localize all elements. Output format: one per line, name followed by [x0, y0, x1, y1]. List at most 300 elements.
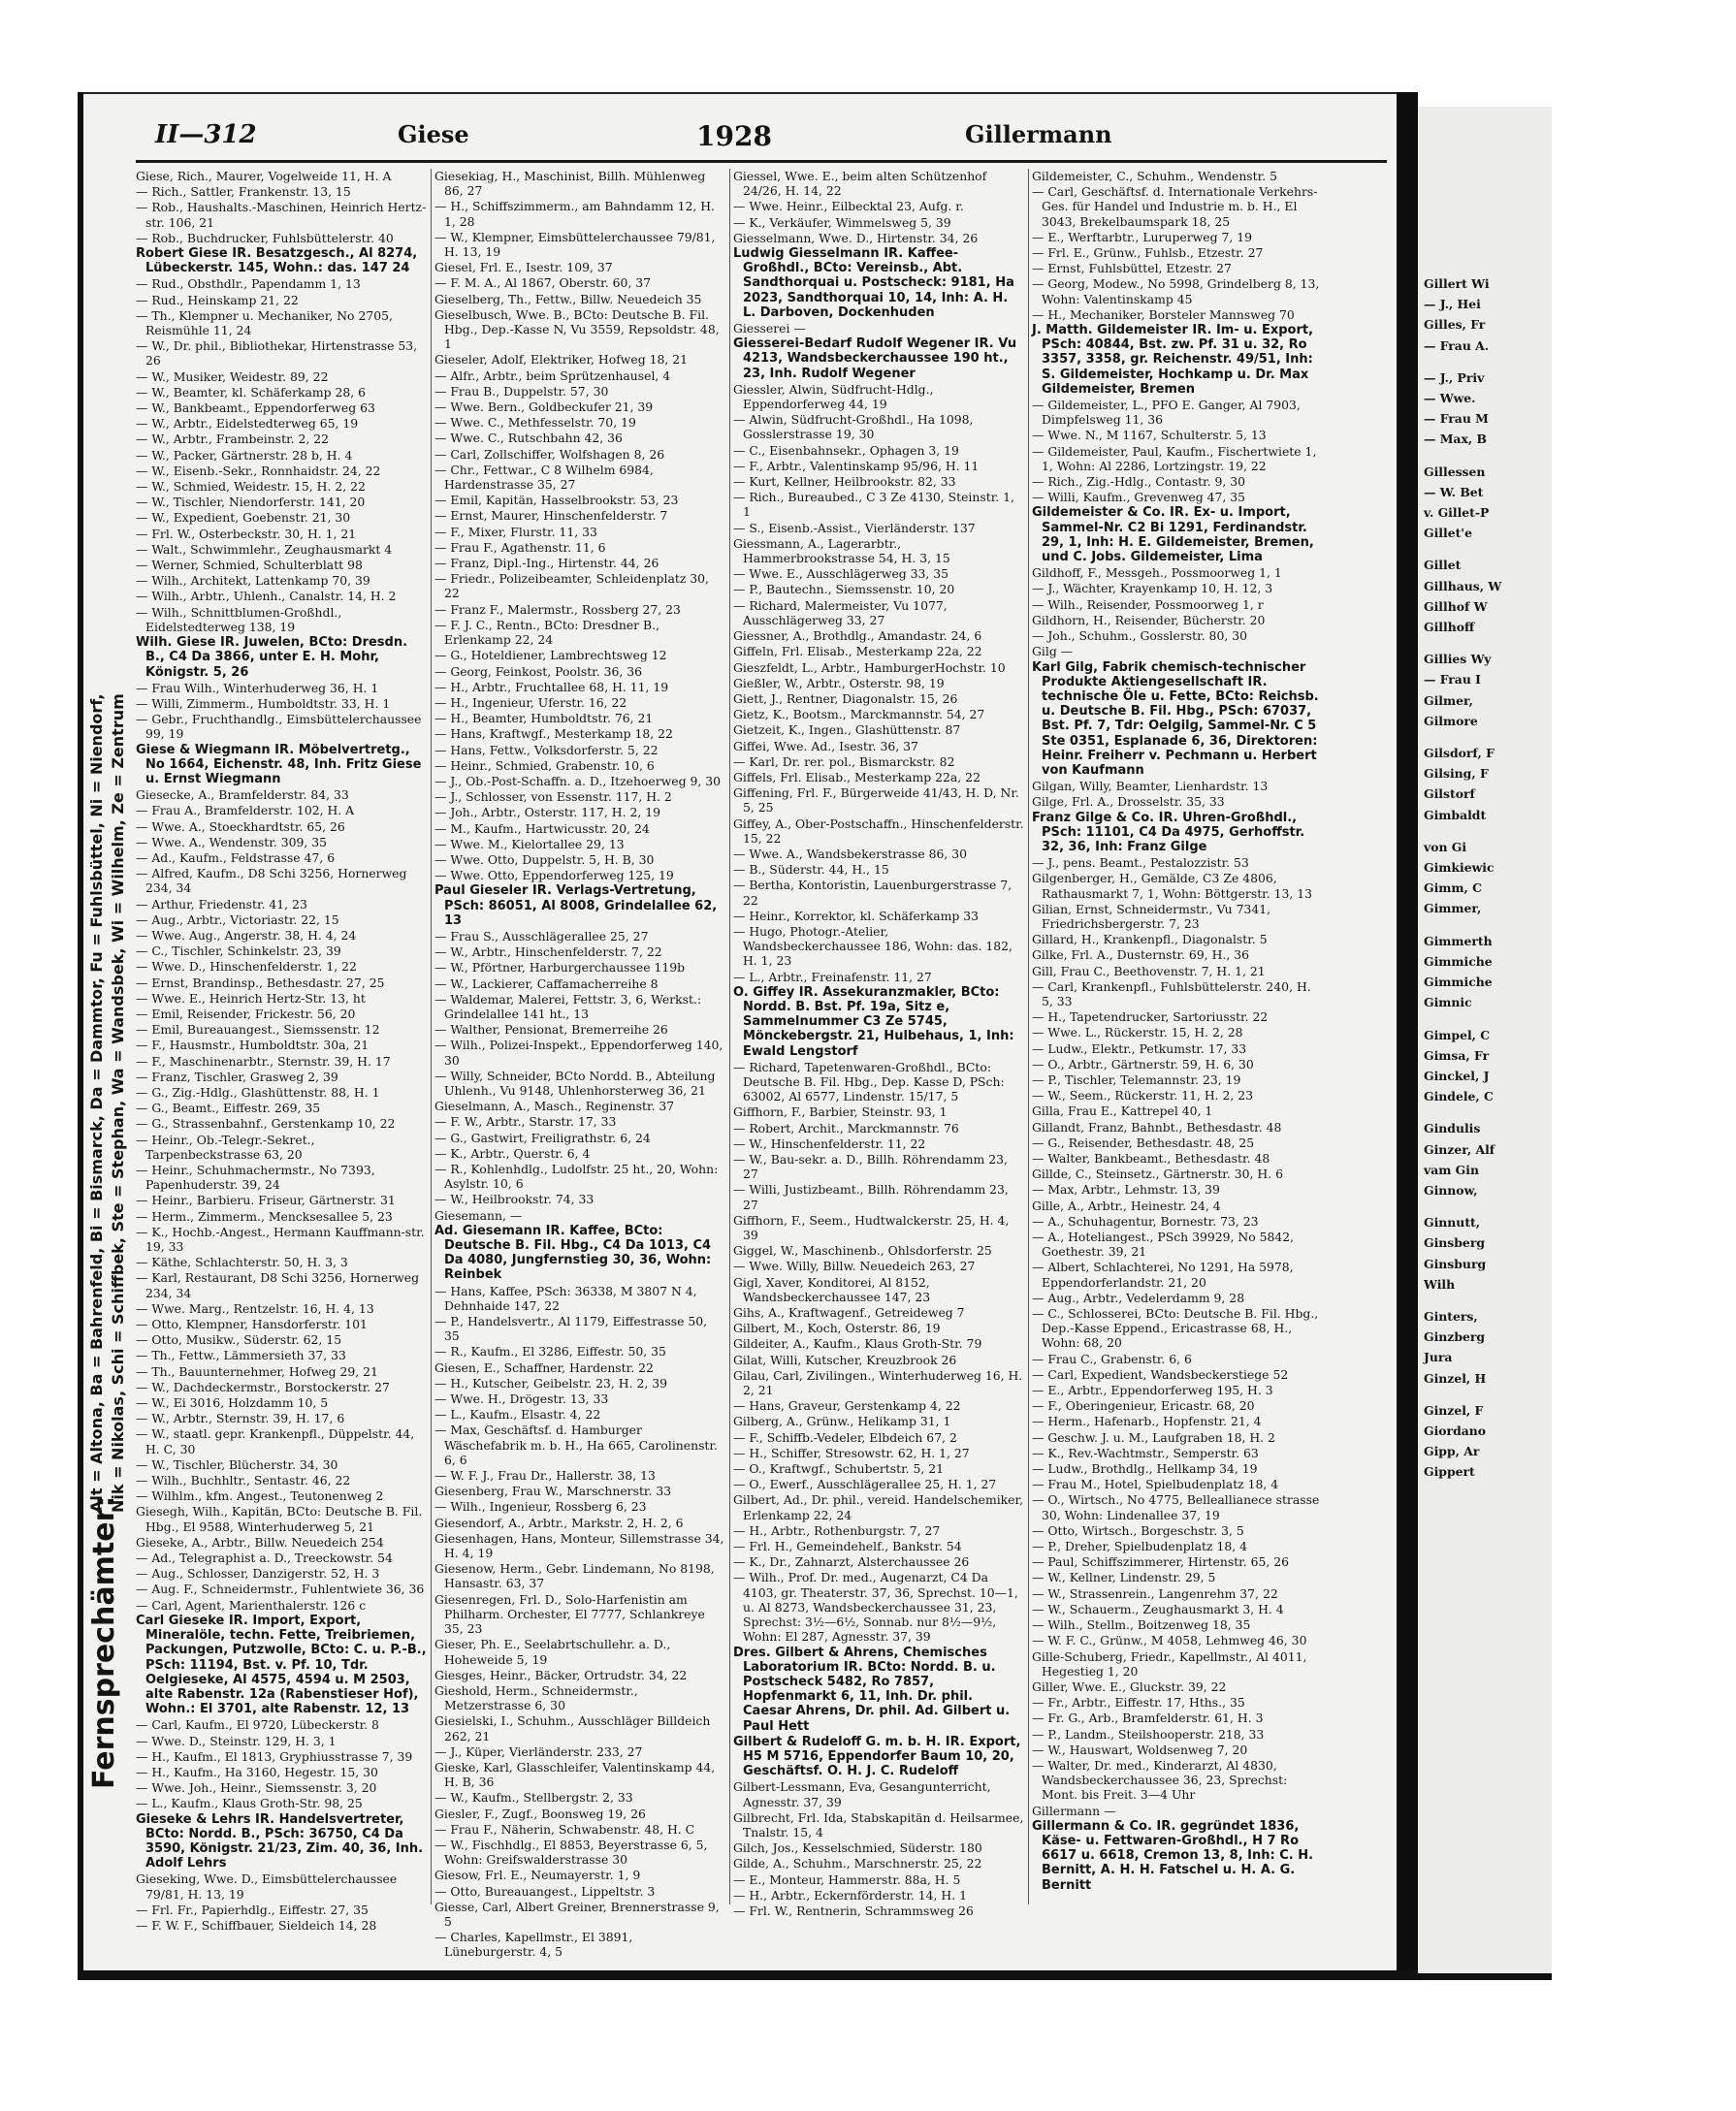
directory-entry: — M., Kaufm., Hartwicusstr. 20, 24 [434, 820, 650, 836]
directory-entry: — Ludw., Elektr., Petkumstr. 17, 33 [1032, 1040, 1247, 1056]
adjacent-page-entry: — Frau M [1424, 411, 1489, 427]
directory-entry: — Wwe. Joh., Heinr., Siemssenstr. 3, 20 [136, 1780, 377, 1796]
adjacent-page-entry: Gindele, C [1424, 1089, 1494, 1104]
directory-entry: — Carl, Geschäftsf. d. Internationale Verkehrs-Ges. für Handel und Industrie m. b. H., El 3043, Brekelbaumspark 18, 25 [1032, 184, 1318, 229]
directory-entry: Gietzeit, K., Ingen., Glashüttenstr. 87 [733, 722, 961, 738]
adjacent-page-entry: Gimmer, [1424, 901, 1482, 916]
directory-entry: — Th., Bauunternehmer, Hofweg 29, 21 [136, 1363, 378, 1379]
directory-entry: — Wwe. Bern., Goldbeckufer 21, 39 [434, 400, 654, 415]
directory-entry: — P., Bautechn., Siemssenstr. 10, 20 [733, 582, 955, 597]
directory-entry: Gilke, Frl. A., Dusternstr. 69, H., 36 [1032, 947, 1249, 963]
directory-entry: — W., Klempner, Eimsbüttelerchaussee 79/81, H. 13, 19 [434, 229, 716, 260]
directory-entry: Gieser, Ph. E., Seelabrtschullehr. a. D., Hoheweide 5, 19 [434, 1637, 671, 1667]
directory-entry: — J., pens. Beamt., Pestalozzistr. 53 [1032, 855, 1249, 871]
directory-entry: — F., Hausmstr., Humboldtstr. 30a, 21 [136, 1038, 370, 1053]
directory-entry: — W., Pförtner, Harburgerchaussee 119b [434, 960, 686, 976]
directory-entry: — G., Strassenbahnf., Gerstenkamp 10, 22 [136, 1116, 396, 1132]
directory-entry: Giese & Wiegmann IR. Möbelvertretg., No 1664, Eichenstr. 48, Inh. Fritz Giese u. Ernst Wiegmann [136, 742, 422, 786]
directory-entry: — H., Mechaniker, Borsteler Mannsweg 70 [1032, 306, 1295, 322]
directory-entry: — Wwe. C., Methfesselstr. 70, 19 [434, 415, 636, 431]
adjacent-page-entry: — J., Hei [1424, 297, 1481, 312]
directory-entry: — L., Kaufm., Elsastr. 4, 22 [434, 1407, 601, 1423]
directory-entry: Giesenregen, Frl. D., Solo-Harfenistin am Philharm. Orchester, El 7777, Schlankreye 35, 23 [434, 1591, 705, 1637]
adjacent-page-column [1418, 276, 1552, 1497]
adjacent-page-entry: Ginnow, [1424, 1182, 1478, 1198]
adjacent-page-entry: Gippert [1424, 1464, 1475, 1480]
directory-entry: — F. W. F., Schiffbauer, Sieldeich 14, 28 [136, 1917, 377, 1933]
directory-entry: — Otto, Musikw., Süderstr. 62, 15 [136, 1332, 342, 1348]
directory-entry: — Herm., Hafenarb., Hopfenstr. 21, 4 [1032, 1414, 1262, 1429]
directory-entry: — Frau Wilh., Winterhuderweg 36, H. 1 [136, 680, 379, 695]
directory-entry: Giesekiag, H., Maschinist, Billh. Mühlenweg 86, 27 [434, 169, 706, 199]
directory-entry: Gieszfeldt, L., Arbtr., HamburgerHochstr. 10 [733, 659, 1006, 675]
adjacent-page-entry: Gindulis [1424, 1121, 1481, 1136]
adjacent-page-entry: Gilmore [1424, 713, 1478, 728]
directory-entry: — Max, Arbtr., Lehmstr. 13, 39 [1032, 1182, 1220, 1198]
directory-entry: — Wwe. Willy, Billw. Neuedeich 263, 27 [733, 1259, 976, 1274]
directory-entry: — H., Schiffszimmerm., am Bahndamm 12, H. 1, 28 [434, 199, 715, 229]
directory-entry: — Arthur, Friedenstr. 41, 23 [136, 896, 307, 912]
directory-entry: Gilian, Ernst, Schneidermstr., Vu 7341, Friedrichsbergerstr. 7, 23 [1032, 901, 1271, 931]
directory-entry: — K., Rev.-Wachtmstr., Semperstr. 63 [1032, 1445, 1259, 1460]
directory-entry: Dres. Gilbert & Ahrens, Chemisches Laboratorium IR. BCto: Nordd. B. u. Postscheck 5482, Ro 7857, Hopfenmarkt 6, 11, Inh. Dr. phil. Caesar Ahrens, Dr. phil. Ad. Gilbert u. Paul Hett [733, 1645, 1011, 1734]
directory-column-4 [1032, 169, 1323, 1904]
adjacent-page-entry: Gimnic [1424, 995, 1472, 1010]
exchange-legend-label: Fernsprechämter: [87, 1495, 121, 1789]
adjacent-page-entry: Ginsberg [1424, 1235, 1486, 1251]
directory-entry: — Gebr., Fruchthandlg., Eimsbüttelerchaussee 99, 19 [136, 712, 422, 742]
directory-entry: — Wilh., Arbtr., Uhlenh., Canalstr. 14, H. 2 [136, 589, 397, 604]
directory-entry: Franz Gilge & Co. IR. Uhren-Großhdl., PSch: 11101, C4 Da 4975, Gerhoffstr. 32, 36, Inh: Franz Gilge [1032, 810, 1305, 854]
directory-entry: — Carl, Kaufm., El 9720, Lübeckerstr. 8 [136, 1717, 379, 1733]
directory-entry: — W., Dr. phil., Bibliothekar, Hirtenstrasse 53, 26 [136, 338, 418, 368]
directory-entry: — W., Dachdeckermstr., Borstockerstr. 27 [136, 1379, 390, 1394]
directory-entry: Gilbert, Ad., Dr. phil., vereid. Handelschemiker, Erlenkamp 22, 24 [733, 1492, 1024, 1522]
directory-entry: — Chr., Fettwar., C 8 Wilhelm 6984, Hardenstrasse 35, 27 [434, 462, 654, 493]
adjacent-page-entry: Gillessen [1424, 464, 1486, 479]
directory-entry: — Karl, Dr. rer. pol., Bismarckstr. 82 [733, 753, 955, 769]
adjacent-page-entry: Gimmerth [1424, 933, 1493, 948]
directory-entry: — Max, Geschäftsf. d. Hamburger Wäschefabrik m. b. H., Ha 665, Carolinenstr. 6, 6 [434, 1423, 718, 1467]
directory-entry: — Aug., Arbtr., Victoriastr. 22, 15 [136, 912, 339, 927]
directory-entry: — Herm., Zimmerm., Mencksesallee 5, 23 [136, 1208, 393, 1224]
directory-entry: Giesielski, I., Schuhm., Ausschläger Billdeich 262, 21 [434, 1713, 711, 1743]
directory-entry: — Alfr., Arbtr., beim Sprützenhausel, 4 [434, 368, 671, 383]
adjacent-page-entry: Gillhoff [1424, 620, 1475, 635]
directory-entry: Gilberg, A., Grünw., Helikamp 31, 1 [733, 1414, 951, 1429]
directory-entry: — W., Hinschenfelderstr. 11, 22 [733, 1135, 926, 1151]
directory-entry: Giffening, Frl. F., Bürgerweide 41/43, H. D, Nr. 5, 25 [733, 785, 1019, 816]
adjacent-page-entry: Ginzer, Alf [1424, 1141, 1495, 1157]
directory-entry: Giesecke, A., Bramfelderstr. 84, 33 [136, 787, 349, 803]
directory-entry: — W., Tischler, Niendorferstr. 141, 20 [136, 495, 366, 510]
directory-entry: — Wwe. C., Rutschbahn 42, 36 [434, 431, 623, 446]
directory-entry: — Wwe. D., Steinstr. 129, H. 3, 1 [136, 1733, 337, 1748]
directory-entry: — Ad., Kaufm., Feldstrasse 47, 6 [136, 849, 336, 865]
directory-entry: — W., Lackierer, Caffamacherreihe 8 [434, 976, 659, 991]
directory-column-3 [733, 169, 1024, 1918]
directory-entry: — H., Schiffer, Stresowstr. 62, H. 1, 27 [733, 1445, 970, 1460]
directory-entry: Gillermann & Co. IR. gegründet 1836, Käse- u. Fettwaren-Großhdl., H 7 Ro 6617 u. 6618, Cremon 13, 8, Inh: C. H. Bernitt, A. H. H. Fatschel u. H. A. G. Bernitt [1032, 1818, 1314, 1893]
book-gutter [1397, 92, 1418, 1978]
directory-entry: Wilh. Giese IR. Juwelen, BCto: Dresdn. B., C4 Da 3866, unter E. H. Mohr, Königstr. 5, 26 [136, 635, 408, 680]
directory-entry: Gilch, Jos., Kesselschmied, Süderstr. 180 [733, 1840, 982, 1856]
directory-entry: — H., Arbtr., Rothenburgstr. 7, 27 [733, 1522, 941, 1538]
directory-entry: — Alwin, Südfrucht-Großhdl., Ha 1098, Gosslerstrasse 19, 30 [733, 412, 974, 442]
adjacent-page-entry: Jura [1424, 1350, 1453, 1365]
directory-entry: — Carl, Krankenpfl., Fuhlsbüttelerstr. 240, H. 5, 33 [1032, 978, 1311, 1008]
directory-entry: — W., Ei 3016, Holzdamm 10, 5 [136, 1395, 329, 1411]
directory-entry: — H., Arbtr., Fruchtallee 68, H. 11, 19 [434, 679, 669, 694]
directory-entry: — Rich., Sattler, Frankenstr. 13, 15 [136, 184, 351, 200]
directory-entry: — G., Beamt., Eiffestr. 269, 35 [136, 1101, 321, 1116]
directory-entry: — Emil, Bureauangest., Siemssenstr. 12 [136, 1022, 380, 1038]
directory-entry: Giesen, E., Schaffner, Hardenstr. 22 [434, 1359, 654, 1375]
adjacent-page-entry: Gimsa, Fr [1424, 1047, 1490, 1063]
directory-entry: — F. J. C., Rentn., BCto: Dresdner B., Erlenkamp 22, 24 [434, 617, 660, 648]
directory-entry: — Frau S., Ausschlägerallee 25, 27 [434, 928, 649, 944]
adjacent-page-entry: Ginnutt, [1424, 1215, 1481, 1231]
adjacent-page-entry: Gillert Wi [1424, 276, 1490, 291]
directory-entry: Giesow, Frl. E., Neumayerstr. 1, 9 [434, 1868, 641, 1883]
directory-entry: — H., Kaufm., El 1813, Gryphiusstrasse 7, 39 [136, 1748, 413, 1764]
directory-entry: Giesel, Frl. E., Isestr. 109, 37 [434, 260, 613, 275]
directory-entry: — Willi, Kaufm., Grevenweg 47, 35 [1032, 490, 1246, 505]
directory-entry: — Carl, Agent, Marienthalerstr. 126 c [136, 1597, 367, 1613]
directory-entry: — C., Schlosserei, BCto: Deutsche B. Fil. Hbg., Dep.-Kasse Eppend., Ericastrasse 68, H., Wohn: 68, 20 [1032, 1306, 1319, 1351]
directory-entry: Robert Giese IR. Besatzgesch., Al 8274, Lübeckerstr. 145, Wohn.: das. 147 24 [136, 246, 418, 276]
directory-entry: — Walter, Bankbeamt., Bethesdastr. 48 [1032, 1151, 1270, 1166]
directory-entry: — C., Tischler, Schinkelstr. 23, 39 [136, 944, 341, 959]
adjacent-page-entry: Gimbaldt [1424, 807, 1487, 822]
directory-entry: Karl Gilg, Fabrik chemisch-technischer Produkte Aktiengesellschaft IR. technische Öle u. Fette, BCto: Reichsb. u. Deutsche B. Fil. Hbg., PSch: 67037, Bst. Pf. 7, Tdr: Oelgilg, Sammel-Nr. C 5 Ste 0351, Esplanade 6, 36, Direktoren: Heinr. Freiherr v. Pechmann u. Herbert von Kaufmann [1032, 659, 1319, 778]
directory-entry: — Rud., Heinskamp 21, 22 [136, 292, 299, 307]
directory-entry: — Joh., Arbtr., Osterstr. 117, H. 2, 19 [434, 805, 660, 820]
directory-entry: Giesserei — [733, 321, 806, 336]
directory-entry: — Wilh., Architekt, Lattenkamp 70, 39 [136, 573, 370, 589]
adjacent-page-entry: Gilmer, [1424, 692, 1473, 708]
directory-entry: Ludwig Giesselmann IR. Kaffee-Großhdl., BCto: Vereinsb., Abt. Sandthorquai u. Postscheck: 9181, Ha 2023, Sandthorquai 10, 14, Inh: A. H. L. Darboven, Dockenhuden [733, 246, 1014, 320]
directory-entry: — Otto, Bureauangest., Lippeltstr. 3 [434, 1883, 656, 1899]
directory-entry: — W., Hauswart, Woldsenweg 7, 20 [1032, 1742, 1248, 1757]
directory-entry: Gilgenberger, H., Gemälde, C3 Ze 4806, Rathausmarkt 7, 1, Wohn: Böttgerstr. 13, 13 [1032, 871, 1313, 901]
directory-entry: — H., Kaufm., Ha 3160, Hegestr. 15, 30 [136, 1764, 378, 1779]
directory-entry: — Wilh., Prof. Dr. med., Augenarzt, C4 Da 4103, gr. Theaterstr. 37, 36, Sprechst. 10—1, u. Al 8273, Wandsbeckerchaussee 31, 23, Sprechst: 3½—6½, Sonnab. nur 8½—9½, Wohn: El 287, Agnesstr. 37, 39 [733, 1570, 1018, 1645]
directory-entry: — Wwe. A., Wandsbekerstrasse 86, 30 [733, 846, 968, 861]
directory-entry: — Wwe. D., Hinschenfelderstr. 1, 22 [136, 959, 357, 975]
directory-entry: Gildemeister & Co. IR. Ex- u. Import, Sammel-Nr. C2 Bi 1291, Ferdinandstr. 29, 1, Inh: H. E. Gildemeister, Bremen, und C. Jobs. Gildemeister, Lima [1032, 505, 1314, 565]
directory-entry: Gilat, Willi, Kutscher, Kreuzbrook 26 [733, 1352, 957, 1367]
directory-entry: Giffeln, Frl. Elisab., Mesterkamp 22a, 22 [733, 644, 982, 659]
directory-entry: — Rich., Zig.-Hdlg., Contastr. 9, 30 [1032, 474, 1246, 490]
directory-entry: — C., Eisenbahnsekr., Ophagen 3, 19 [733, 442, 959, 458]
directory-entry: — Aug., Schlosser, Danzigerstr. 52, H. 3 [136, 1566, 380, 1582]
adjacent-page-entry: von Gi [1424, 839, 1467, 854]
directory-entry: — Hans, Fettw., Volksdorferstr. 5, 22 [434, 742, 659, 757]
directory-entry: — E., Arbtr., Eppendorferweg 195, H. 3 [1032, 1383, 1273, 1398]
directory-entry: Gildeiter, A., Kaufm., Klaus Groth-Str. 79 [733, 1336, 982, 1352]
directory-entry: — Frl. H., Gemeindehelf., Bankstr. 54 [733, 1539, 962, 1554]
directory-entry: — F. M. A., Al 1867, Oberstr. 60, 37 [434, 275, 651, 291]
directory-entry: Gillermann — [1032, 1803, 1116, 1818]
directory-entry: — W., Kaufm., Stellbergstr. 2, 33 [434, 1790, 633, 1806]
directory-entry: Gildhorn, H., Reisender, Bücherstr. 20 [1032, 612, 1266, 627]
directory-entry: Gieseke, A., Arbtr., Billw. Neuedeich 254 [136, 1534, 384, 1550]
adjacent-page-entry: Gimm, C [1424, 880, 1482, 896]
column-divider [1028, 169, 1029, 1904]
adjacent-page-entry: Gimmiche [1424, 975, 1493, 990]
directory-entry: Gieseking, Wwe. D., Eimsbüttelerchaussee 79/81, H. 13, 19 [136, 1871, 398, 1902]
directory-entry: — Paul, Schiffszimmerer, Hirtenstr. 65, 26 [1032, 1554, 1290, 1570]
directory-entry: — Frau A., Bramfelderstr. 102, H. A [136, 803, 355, 818]
adjacent-page [1418, 107, 1552, 1973]
first-entry-heading: Giese [398, 120, 469, 148]
directory-entry: — Wwe. N., M 1167, Schulterstr. 5, 13 [1032, 428, 1267, 443]
directory-entry: — Wwe. Otto, Duppelstr. 5, H. B, 30 [434, 851, 655, 867]
exchange-legend-line-2: Nik = Nikolas, Schi = Schiffbek, Ste = Stephan, Wa = Wandsbek, Wi = Wilhelm, Ze = Zentrum [109, 693, 127, 1513]
directory-entry: — W., Expedient, Goebenstr. 21, 30 [136, 510, 351, 526]
year-heading: 1928 [696, 120, 772, 152]
directory-entry: — Hugo, Photogr.-Atelier, Wandsbeckerchaussee 186, Wohn: das. 182, H. 1, 23 [733, 923, 1013, 969]
directory-entry: — J., Ob.-Post-Schaffn. a. D., Itzehoerweg 9, 30 [434, 773, 721, 788]
directory-entry: Giffhorn, F., Barbier, Steinstr. 93, 1 [733, 1104, 948, 1120]
directory-entry: — W., Musiker, Weidestr. 89, 22 [136, 368, 329, 384]
directory-entry: — H., Kutscher, Geibelstr. 23, H. 2, 39 [434, 1375, 667, 1391]
directory-entry: — G., Hoteldiener, Lambrechtsweg 12 [434, 648, 667, 663]
directory-entry: Giesemann, — [434, 1207, 523, 1223]
directory-entry: — W. F. J., Frau Dr., Hallerstr. 38, 13 [434, 1468, 656, 1484]
directory-entry: Giffels, Frl. Elisab., Mesterkamp 22a, 22 [733, 769, 981, 784]
directory-entry: — Wwe. L., Rückerstr. 15, H. 2, 28 [1032, 1025, 1243, 1040]
directory-entry: — Hans, Kaffee, PSch: 36338, M 3807 N 4, Dehnhaide 147, 22 [434, 1283, 697, 1313]
directory-entry: — Willi, Zimmerm., Humboldtstr. 33, H. 1 [136, 695, 391, 711]
directory-entry: Gieseler, Adolf, Elektriker, Hofweg 18, 21 [434, 352, 689, 368]
directory-entry: — R., Kohlenhdlg., Ludolfstr. 25 ht., 20, Wohn: Asylstr. 10, 6 [434, 1162, 719, 1192]
directory-entry: — Otto, Klempner, Hansdorferstr. 101 [136, 1317, 368, 1332]
directory-entry: — F., Mixer, Flurstr. 11, 33 [434, 524, 597, 539]
directory-entry: — Friedr., Polizeibeamter, Schleidenplatz 30, 22 [434, 571, 709, 601]
directory-entry: Carl Gieseke IR. Import, Export, Mineralöle, techn. Fette, Treibriemen, Packungen, Putzwolle, BCto: C. u. P.-B., PSch: 11194, Bst. v. Pf. 10, Tdr. Oelgieseke, Al 4575, 4594 u. M 2503, alte Rabenstr. 12a (Rabenstieser Hof), Wohn.: El 3701, alte Rabenstr. 12, 13 [136, 1613, 427, 1717]
directory-entry: Giesserei-Bedarf Rudolf Wegener IR. Vu 4213, Wandsbeckerchaussee 190 ht., 23, Inh. Rudolf Wegener [733, 336, 1017, 381]
directory-entry: — P., Handelsvertr., Al 1179, Eiffestrasse 50, 35 [434, 1314, 708, 1344]
directory-entry: — Wwe. Aug., Angerstr. 38, H. 4, 24 [136, 927, 357, 943]
directory-entry: — Th., Klempner u. Mechaniker, No 2705, Reismühle 11, 24 [136, 307, 393, 338]
directory-entry: — F., Schiffb.-Vedeler, Elbdeich 67, 2 [733, 1429, 957, 1445]
adjacent-page-entry: Ginzel, H [1424, 1370, 1487, 1386]
directory-entry: — O., Kraftwgf., Schubertstr. 5, 21 [733, 1461, 945, 1477]
directory-entry: — Frau M., Hotel, Spielbudenplatz 18, 4 [1032, 1477, 1279, 1492]
directory-entry: — Wilh., Stellm., Boitzenweg 18, 35 [1032, 1617, 1251, 1633]
directory-entry: — Bertha, Kontoristin, Lauenburgerstrasse 7, 22 [733, 878, 1013, 908]
directory-entry: — Heinr., Schuhmachermstr., No 7393, Papenhuderstr. 39, 24 [136, 1163, 375, 1193]
directory-entry: — Wwe. E., Ausschlägerweg 33, 35 [733, 566, 949, 582]
directory-entry: Gigl, Xaver, Konditorei, Al 8152, Wandsbeckerchaussee 147, 23 [733, 1274, 931, 1304]
directory-entry: — Wwe. M., Kielortallee 29, 13 [434, 836, 625, 851]
directory-entry: — W., Bankbeamt., Eppendorferweg 63 [136, 400, 375, 416]
directory-entry: Gilbert, M., Koch, Osterstr. 86, 19 [733, 1321, 941, 1336]
directory-entry: — Walt., Schwimmlehr., Zeughausmarkt 4 [136, 541, 393, 557]
directory-entry: — W., Strassenrein., Langenrehm 37, 22 [1032, 1585, 1278, 1601]
directory-entry: — Hans, Graveur, Gerstenkamp 4, 22 [733, 1398, 961, 1414]
directory-entry: — W., Tischler, Blücherstr. 34, 30 [136, 1456, 338, 1472]
directory-entry: Gille-Schuberg, Friedr., Kapellmstr., Al 4011, Hegestieg 1, 20 [1032, 1648, 1307, 1679]
directory-entry: J. Matth. Gildemeister IR. Im- u. Export, PSch: 40844, Bst. zw. Pf. 31 u. 32, Ro 3357, 3358, gr. Reichenstr. 49/51, Inh: S. Gildemeister, Hochkamp u. Dr. Max Gildemeister, Bremen [1032, 323, 1314, 397]
directory-entry: — Robert, Archit., Marckmannstr. 76 [733, 1120, 959, 1135]
directory-entry: Giesler, F., Zugf., Boonsweg 19, 26 [434, 1806, 646, 1821]
directory-entry: — H., Beamter, Humboldtstr. 76, 21 [434, 711, 654, 726]
adjacent-page-entry: — J., Priv [1424, 369, 1485, 385]
directory-entry: Gille, A., Arbtr., Heinestr. 24, 4 [1032, 1198, 1221, 1213]
directory-entry: — Aug. F., Schneidermstr., Fuhlentwiete 36, 36 [136, 1582, 425, 1597]
directory-entry: — Rich., Bureaubed., C 3 Ze 4130, Steinstr. 1, 1 [733, 490, 1014, 520]
exchange-legend-line-1: Alt = Altona, Ba = Bahrenfeld, Bi = Bismarck, Da = Dammtor, Fu = Fuhlsbüttel, Ni = Niendorf, [87, 693, 106, 1513]
directory-entry: — Richard, Tapetenwaren-Großhdl., BCto: Deutsche B. Fil. Hbg., Dep. Kasse D, PSch: 63002, Al 6577, Lindenstr. 15/17, 5 [733, 1059, 1005, 1104]
directory-entry: — Franz, Tischler, Grasweg 2, 39 [136, 1069, 338, 1084]
directory-entry: — G., Reisender, Bethesdastr. 48, 25 [1032, 1135, 1255, 1150]
directory-entry: — Käthe, Schlachterstr. 50, H. 3, 3 [136, 1255, 348, 1270]
directory-entry: — Frl. W., Osterbeckstr. 30, H. 1, 21 [136, 526, 357, 541]
directory-entry: — W., Packer, Gärtnerstr. 28 b, H. 4 [136, 447, 353, 463]
directory-entry: Giesenow, Herm., Gebr. Lindemann, No 8198, Hansastr. 63, 37 [434, 1561, 715, 1591]
directory-entry: — K., Dr., Zahnarzt, Alsterchaussee 26 [733, 1554, 970, 1570]
directory-entry: — Wwe. A., Wendenstr. 309, 35 [136, 834, 327, 849]
directory-entry: Gieseke & Lehrs IR. Handelsvertreter, BCto: Nordd. B., PSch: 36750, C4 Da 3590, Königstr. 21/23, Zim. 40, 36, Inh. Adolf Lehrs [136, 1811, 424, 1871]
adjacent-page-entry: Gimkiewic [1424, 860, 1495, 876]
directory-entry: — Werner, Schmied, Schulterblatt 98 [136, 558, 363, 573]
directory-entry: Paul Gieseler IR. Verlags-Vertretung, PSch: 86051, Al 8008, Grindelallee 62, 13 [434, 883, 718, 928]
directory-entry: — Wilh., Polizei-Inspekt., Eppendorferweg 140, 30 [434, 1038, 723, 1068]
directory-entry: Gilla, Frau E., Kattrepel 40, 1 [1032, 1103, 1213, 1119]
adjacent-page-entry: vam Gin [1424, 1162, 1479, 1177]
directory-entry: — Emil, Reisender, Frickestr. 56, 20 [136, 1006, 356, 1021]
adjacent-page-entry: Gilsing, F [1424, 766, 1489, 782]
directory-entry: — Rud., Obsthdlr., Papendamm 1, 13 [136, 276, 361, 292]
directory-entry: — W., Arbtr., Eidelstedterweg 65, 19 [136, 416, 359, 432]
directory-entry: — W., Schmied, Weidestr. 15, H. 2, 22 [136, 479, 366, 495]
directory-entry: — Alfred, Kaufm., D8 Schi 3256, Hornerweg 234, 34 [136, 866, 407, 896]
directory-entry: Giesse, Carl, Albert Greiner, Brennerstrasse 9, 5 [434, 1899, 720, 1929]
directory-entry: Gill, Frau C., Beethovenstr. 7, H. 1, 21 [1032, 963, 1266, 978]
directory-entry: — W., Eisenb.-Sekr., Ronnhaidstr. 24, 22 [136, 463, 381, 478]
page-number: II—312 [155, 120, 257, 149]
directory-entry: — Kurt, Kellner, Heilbrookstr. 82, 33 [733, 474, 956, 490]
directory-entry: Gilgan, Willy, Beamter, Lienhardstr. 13 [1032, 779, 1269, 794]
directory-entry: — Otto, Wirtsch., Borgeschstr. 3, 5 [1032, 1522, 1244, 1538]
directory-entry: Gildhoff, F., Messgeh., Possmoorweg 1, 1 [1032, 565, 1282, 581]
directory-entry: — W., Arbtr., Frambeinstr. 2, 22 [136, 432, 330, 447]
directory-entry: — Frau F., Agathenstr. 11, 6 [434, 539, 606, 555]
directory-entry: — W., Arbtr., Hinschenfelderstr. 7, 22 [434, 944, 662, 960]
directory-entry: — Emil, Kapitän, Hasselbrookstr. 53, 23 [434, 493, 679, 508]
directory-entry: — Ernst, Fuhlsbüttel, Etzestr. 27 [1032, 261, 1232, 276]
directory-entry: — Heinr., Schmied, Grabenstr. 10, 6 [434, 757, 655, 773]
directory-entry: — L., Arbtr., Freinafenstr. 11, 27 [733, 969, 932, 984]
directory-entry: — J., Schlosser, von Essenstr. 117, H. 2 [434, 789, 672, 805]
adjacent-page-entry: Gilsdorf, F [1424, 746, 1495, 761]
directory-entry: Giett, J., Rentner, Diagonalstr. 15, 26 [733, 690, 958, 706]
adjacent-page-entry: — Frau A. [1424, 337, 1490, 353]
directory-entry: Gilbrecht, Frl. Ida, Stabskapitän d. Heilsarmee, Tnalstr. 15, 4 [733, 1809, 1024, 1839]
adjacent-page-entry: Gilles, Fr [1424, 317, 1486, 333]
directory-entry: — P., Tischler, Telemannstr. 23, 19 [1032, 1071, 1241, 1087]
directory-entry: — Frau F., Näherin, Schwabenstr. 48, H. C [434, 1821, 695, 1837]
adjacent-page-entry: Gilstorf [1424, 786, 1475, 802]
directory-column-2 [434, 169, 725, 1960]
directory-entry: Giffei, Wwe. Ad., Isestr. 36, 37 [733, 738, 918, 753]
directory-entry: — W., Fischhdlg., El 8853, Beyerstrasse 6, 5, Wohn: Greifswalderstrasse 30 [434, 1837, 708, 1868]
directory-entry: Gieske, Karl, Glasschleifer, Valentinskamp 44, H. B, 36 [434, 1759, 716, 1790]
directory-entry: — Gildemeister, L., PFO E. Ganger, Al 7903, Dimpfelsweg 11, 36 [1032, 398, 1301, 428]
directory-entry: — Carl, Zollschiffer, Wolfshagen 8, 26 [434, 446, 665, 462]
directory-entry: — J., Küper, Vierländerstr. 233, 27 [434, 1743, 643, 1759]
directory-entry: — Wilh., Ingenieur, Rossberg 6, 23 [434, 1499, 647, 1515]
directory-entry: — Georg, Feinkost, Poolstr. 36, 36 [434, 663, 643, 679]
directory-entry: Gihs, A., Kraftwagenf., Getreideweg 7 [733, 1305, 965, 1321]
directory-entry: — W., Seem., Rückerstr. 11, H. 2, 23 [1032, 1088, 1254, 1103]
directory-entry: — Georg, Modew., No 5998, Grindelberg 8, 13, Wohn: Valentinskamp 45 [1032, 276, 1320, 306]
directory-entry: — Fr. G., Arb., Bramfelderstr. 61, H. 3 [1032, 1711, 1264, 1726]
directory-entry: — Wilhlm., kfm. Angest., Teutonenweg 2 [136, 1488, 384, 1504]
directory-entry: — Rob., Haushalts.-Maschinen, Heinrich Hertz-str. 106, 21 [136, 200, 427, 230]
adjacent-page-entry: Gimmiche [1424, 953, 1493, 969]
directory-entry: Gilbert-Lessmann, Eva, Gesangunterricht, Agnesstr. 37, 39 [733, 1779, 991, 1809]
directory-entry: — Th., Fettw., Lämmersieth 37, 33 [136, 1348, 346, 1363]
directory-entry: — W., Heilbrookstr. 74, 33 [434, 1192, 595, 1207]
directory-entry: — Geschw. J. u. M., Laufgraben 18, H. 2 [1032, 1429, 1275, 1445]
directory-entry: — Albert, Schlachterei, No 1291, Ha 5978, Eppendorferlandstr. 21, 20 [1032, 1260, 1294, 1290]
directory-entry: — P., Dreher, Spielbudenplatz 18, 4 [1032, 1539, 1248, 1554]
directory-entry: Gießler, W., Arbtr., Osterstr. 98, 19 [733, 675, 945, 690]
header-rule [136, 160, 1387, 163]
adjacent-page-entry: Gillies Wy [1424, 652, 1492, 667]
directory-entry: — J., Wächter, Krayenkamp 10, H. 12, 3 [1032, 581, 1273, 596]
directory-entry: — W., Beamter, kl. Schäferkamp 28, 6 [136, 384, 367, 400]
directory-entry: Gilau, Carl, Zivilingen., Winterhuderweg 16, H. 2, 21 [733, 1367, 1023, 1398]
directory-entry: — O., Wirtsch., No 4775, Belleallianece strasse 30, Wohn: Lindenallee 37, 19 [1032, 1492, 1320, 1522]
directory-entry: — Fr., Arbtr., Eiffestr. 17, Hths., 35 [1032, 1695, 1245, 1711]
directory-entry: Giesselmann, Wwe. D., Hirtenstr. 34, 26 [733, 230, 979, 245]
directory-entry: — F., Oberingenieur, Ericastr. 68, 20 [1032, 1398, 1255, 1414]
page-edge-bottom [78, 1970, 1552, 1980]
directory-entry: — K., Hochb.-Angest., Hermann Kauffmann-str. 19, 33 [136, 1224, 425, 1255]
directory-entry: — Waldemar, Malerei, Fettstr. 3, 6, Werkst.: Grindelallee 141 ht., 13 [434, 991, 702, 1021]
directory-entry: — L., Kaufm., Klaus Groth-Str. 98, 25 [136, 1796, 363, 1811]
directory-entry: — Wwe. Otto, Eppendorferweg 125, 19 [434, 868, 674, 883]
directory-entry: Gilbert & Rudeloff G. m. b. H. IR. Export, H5 M 5716, Eppendorfer Baum 10, 20, Geschäftsf. O. H. J. C. Rudeloff [733, 1734, 1021, 1779]
directory-entry: Giese, Rich., Maurer, Vogelweide 11, H. A [136, 169, 392, 183]
directory-entry: — Wwe. Marg., Rentzelstr. 16, H. 4, 13 [136, 1300, 374, 1316]
directory-entry: — Gildemeister, Paul, Kaufm., Fischertwiete 1, 1, Wohn: Al 2286, Lortzingstr. 19, 22 [1032, 443, 1317, 473]
directory-entry: — Frl. W., Rentnerin, Schrammsweg 26 [733, 1903, 974, 1918]
directory-entry: — O., Arbtr., Gärtnerstr. 59, H. 6, 30 [1032, 1056, 1254, 1071]
directory-entry: Giessmann, A., Lagerarbtr., Hammerbrookstrasse 54, H. 3, 15 [733, 535, 950, 566]
adjacent-page-entry: Ginzel, F [1424, 1402, 1484, 1418]
directory-entry: Gietz, K., Bootsm., Marckmannstr. 54, 27 [733, 707, 985, 722]
directory-entry: Gildemeister, C., Schuhm., Wendenstr. 5 [1032, 169, 1277, 183]
directory-entry: — F. W., Arbtr., Starstr. 17, 33 [434, 1114, 617, 1130]
directory-entry: — S., Eisenb.-Assist., Vierländerstr. 137 [733, 520, 976, 535]
directory-entry: — Ad., Telegraphist a. D., Treeckowstr. 54 [136, 1551, 393, 1566]
directory-entry: Giessel, Wwe. E., beim alten Schützenhof 24/26, H. 14, 22 [733, 169, 987, 199]
adjacent-page-entry: Giordano [1424, 1423, 1487, 1438]
directory-entry: Giffey, A., Ober-Postschaffn., Hinschenfelderstr. 15, 22 [733, 816, 1024, 846]
directory-entry: — Ernst, Brandinsp., Bethesdastr. 27, 25 [136, 975, 385, 990]
directory-entry: — F., Arbtr., Valentinskamp 95/96, H. 11 [733, 458, 980, 473]
directory-entry: — Wwe. A., Stoeckhardtstr. 65, 26 [136, 818, 345, 834]
directory-entry: Gieselmann, A., Masch., Reginenstr. 37 [434, 1099, 675, 1114]
directory-entry: — G., Zig.-Hdlg., Glashüttenstr. 88, H. 1 [136, 1084, 380, 1100]
directory-entry: — W., Schauerm., Zeughausmarkt 3, H. 4 [1032, 1601, 1284, 1616]
